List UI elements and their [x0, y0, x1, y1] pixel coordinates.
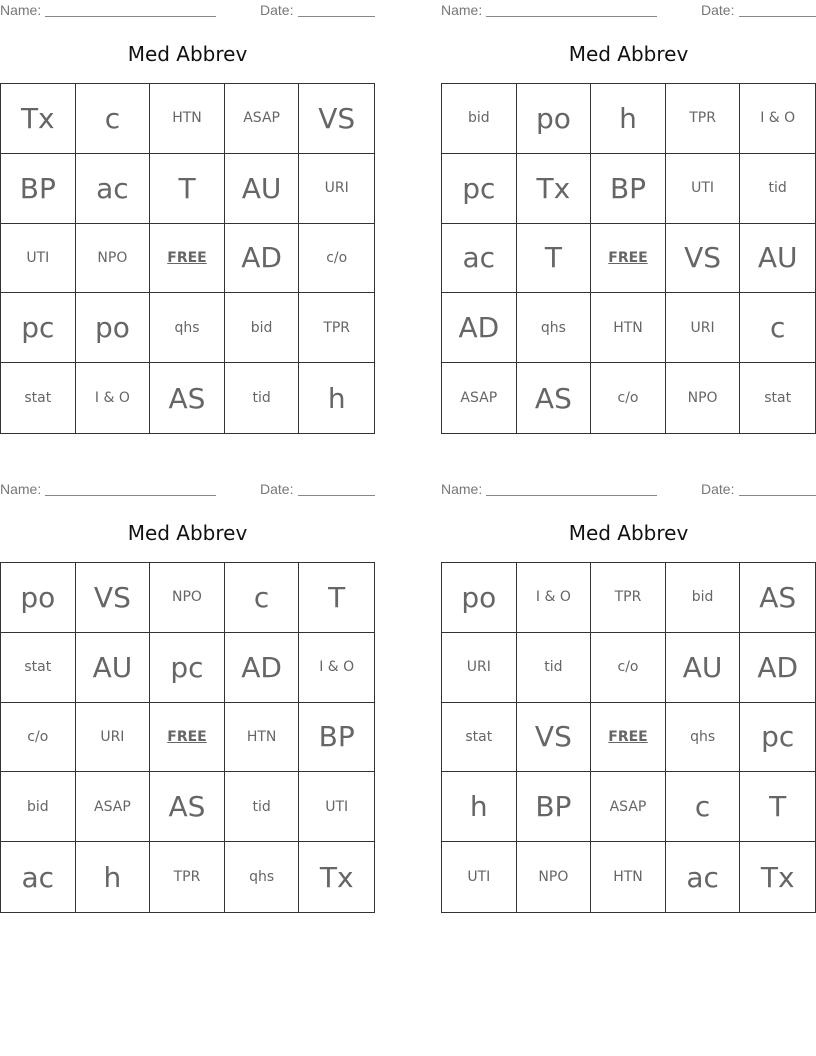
- bingo-cell: AD: [225, 224, 300, 294]
- bingo-cell: c/o: [591, 363, 666, 433]
- bingo-cell: Tx: [517, 154, 592, 224]
- bingo-cell: ASAP: [442, 363, 517, 433]
- date-label: Date:: [260, 2, 294, 18]
- bingo-cell: bid: [225, 293, 300, 363]
- bingo-cell: HTN: [225, 703, 300, 773]
- bingo-cell: NPO: [76, 224, 151, 294]
- bingo-cell: bid: [666, 563, 741, 633]
- bingo-cell: I & O: [299, 633, 374, 703]
- bingo-cell: UTI: [299, 772, 374, 842]
- bingo-cell: AS: [740, 563, 815, 633]
- bingo-cell: URI: [299, 154, 374, 224]
- bingo-cell: NPO: [666, 363, 741, 433]
- bingo-cell: Tx: [1, 84, 76, 154]
- bingo-cell: AD: [740, 633, 815, 703]
- bingo-cell: qhs: [666, 703, 741, 773]
- bingo-cell: VS: [299, 84, 374, 154]
- name-label: Name:: [0, 481, 42, 497]
- bingo-cell: TPR: [591, 563, 666, 633]
- bingo-cell: tid: [225, 363, 300, 433]
- bingo-cell: tid: [517, 633, 592, 703]
- date-label: Date:: [260, 481, 294, 497]
- bingo-grid: [441, 562, 816, 913]
- bingo-cell: AU: [740, 224, 815, 294]
- bingo-cell: UTI: [442, 842, 517, 912]
- date-blank-line[interactable]: [298, 495, 375, 496]
- bingo-cell: AD: [225, 633, 300, 703]
- card-title: Med Abbrev: [127, 521, 248, 545]
- date-blank-line[interactable]: [298, 16, 375, 17]
- bingo-cell: c: [76, 84, 151, 154]
- bingo-cell: BP: [299, 703, 374, 773]
- date-label: Date:: [701, 481, 735, 497]
- bingo-grid: [0, 562, 375, 913]
- bingo-cell: stat: [1, 363, 76, 433]
- bingo-cell: AU: [666, 633, 741, 703]
- bingo-cell: tid: [225, 772, 300, 842]
- bingo-cell: NPO: [517, 842, 592, 912]
- bingo-cell: BP: [591, 154, 666, 224]
- bingo-cell: ac: [666, 842, 741, 912]
- bingo-cell: TPR: [666, 84, 741, 154]
- bingo-cell: AD: [442, 293, 517, 363]
- bingo-cell: T: [150, 154, 225, 224]
- date-blank-line[interactable]: [739, 495, 816, 496]
- bingo-grid: [441, 83, 816, 434]
- name-label: Name:: [441, 2, 483, 18]
- bingo-cell: ASAP: [225, 84, 300, 154]
- bingo-cell: VS: [666, 224, 741, 294]
- bingo-cell: pc: [1, 293, 76, 363]
- card-header: [441, 2, 816, 20]
- bingo-cell: AS: [150, 363, 225, 433]
- bingo-cell: NPO: [150, 563, 225, 633]
- bingo-cell: po: [1, 563, 76, 633]
- bingo-cell: qhs: [150, 293, 225, 363]
- bingo-cell: T: [299, 563, 374, 633]
- bingo-cell: BP: [1, 154, 76, 224]
- date-label: Date:: [701, 2, 735, 18]
- bingo-cell: HTN: [591, 293, 666, 363]
- bingo-cell: h: [442, 772, 517, 842]
- bingo-cell: I & O: [76, 363, 151, 433]
- bingo-cell: VS: [517, 703, 592, 773]
- card-header: [441, 481, 816, 499]
- bingo-cell: stat: [764, 390, 792, 407]
- bingo-cell: ac: [76, 154, 151, 224]
- bingo-cell: c: [225, 563, 300, 633]
- bingo-cell: TPR: [150, 842, 225, 912]
- bingo-cell: Tx: [760, 860, 795, 894]
- bingo-cell: c/o: [1, 703, 76, 773]
- bingo-cell: h: [591, 84, 666, 154]
- bingo-cell: T: [517, 224, 592, 294]
- free-space: FREE: [150, 703, 225, 773]
- bingo-cell: pc: [150, 633, 225, 703]
- bingo-cell: c/o: [299, 224, 374, 294]
- bingo-cell: ac: [1, 842, 76, 912]
- bingo-cell: stat: [442, 703, 517, 773]
- bingo-cell: Tx: [319, 860, 354, 894]
- bingo-cell: ac: [442, 224, 517, 294]
- bingo-grid: [0, 83, 375, 434]
- bingo-cell: AU: [225, 154, 300, 224]
- bingo-cell: h: [327, 381, 346, 415]
- name-blank-line[interactable]: [45, 16, 216, 17]
- free-space: FREE: [591, 703, 666, 773]
- bingo-cell: UTI: [666, 154, 741, 224]
- bingo-cell: VS: [76, 563, 151, 633]
- bingo-cell: qhs: [517, 293, 592, 363]
- card-title: Med Abbrev: [568, 521, 689, 545]
- name-label: Name:: [0, 2, 42, 18]
- free-space: FREE: [150, 224, 225, 294]
- bingo-cell: URI: [76, 703, 151, 773]
- bingo-cell: URI: [442, 633, 517, 703]
- name-blank-line[interactable]: [45, 495, 216, 496]
- card-header: [0, 481, 375, 499]
- bingo-cell: URI: [666, 293, 741, 363]
- free-space: FREE: [591, 224, 666, 294]
- bingo-cell: I & O: [517, 563, 592, 633]
- bingo-cell: HTN: [150, 84, 225, 154]
- bingo-cell: h: [76, 842, 151, 912]
- name-label: Name:: [441, 481, 483, 497]
- bingo-cell: c: [666, 772, 741, 842]
- bingo-cell: po: [517, 84, 592, 154]
- bingo-cell: AU: [76, 633, 151, 703]
- bingo-cell: AS: [150, 772, 225, 842]
- bingo-cell: TPR: [299, 293, 374, 363]
- card-title: Med Abbrev: [127, 42, 248, 66]
- date-blank-line[interactable]: [739, 16, 816, 17]
- bingo-cell: stat: [1, 633, 76, 703]
- bingo-cell: po: [76, 293, 151, 363]
- name-blank-line[interactable]: [486, 495, 657, 496]
- bingo-cell: UTI: [1, 224, 76, 294]
- bingo-cell: ASAP: [76, 772, 151, 842]
- bingo-cell: HTN: [591, 842, 666, 912]
- bingo-cell: bid: [442, 84, 517, 154]
- bingo-cell: qhs: [225, 842, 300, 912]
- bingo-cell: pc: [740, 703, 815, 773]
- bingo-cell: ASAP: [591, 772, 666, 842]
- bingo-cell: bid: [1, 772, 76, 842]
- bingo-cell: tid: [740, 154, 815, 224]
- bingo-cell: I & O: [740, 84, 815, 154]
- bingo-cell: AS: [517, 363, 592, 433]
- card-title: Med Abbrev: [568, 42, 689, 66]
- name-blank-line[interactable]: [486, 16, 657, 17]
- bingo-cell: c/o: [591, 633, 666, 703]
- bingo-cell: po: [442, 563, 517, 633]
- bingo-cell: BP: [517, 772, 592, 842]
- bingo-cell: c: [740, 293, 815, 363]
- bingo-cell: pc: [442, 154, 517, 224]
- card-header: [0, 2, 375, 20]
- bingo-cell: T: [740, 772, 815, 842]
